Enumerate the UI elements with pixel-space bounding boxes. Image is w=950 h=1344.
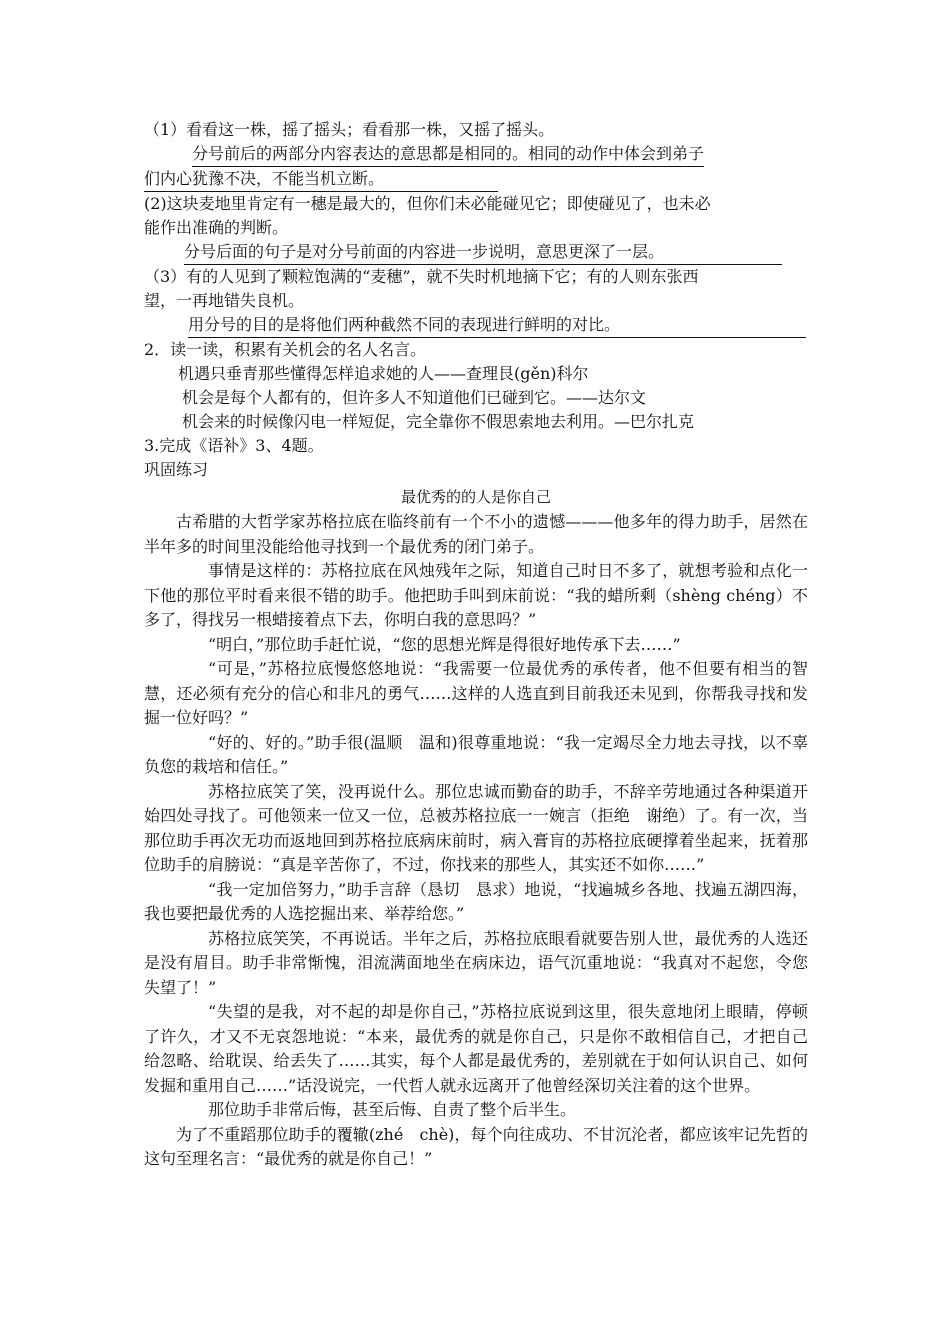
article-paragraph-3: “明白，”那位助手赶忙说，“您的思想光辉是得很好地传承下去……” xyxy=(208,634,681,654)
article-paragraph-2: 事情是这样的：苏格拉底在风烛残年之际，知道自己时日不多了，就想考验和点化一下他的那位平时看来很不错的助手。他把助手叫到床前说：“我的蜡所剩（shèng chéng）不多了，得找另一根蜡接着点下去，你明白我的意思吗？” xyxy=(144,561,808,629)
article-paragraph-5: “好的、好的。”助手很(温顺 温和)很尊重地说：“我一定竭尽全力地去寻找，以不辜负您的栽培和信任。” xyxy=(144,732,808,776)
practice-heading: 巩固练习 xyxy=(144,460,209,479)
quote-3: 机会来的时候像闪电一样短促，完全靠你不假思索地去利用。—巴尔扎克 xyxy=(182,412,695,431)
article-paragraph-4: “可是，”苏格拉底慢悠悠地说：“我需要一位最优秀的承传者，他不但要有相当的智慧，还必须有充分的信心和非凡的勇气……这样的人选直到目前我还未见到，你帮我寻找和发掘一位好吗？” xyxy=(144,659,808,727)
article-title: 最优秀的的人是你自己 xyxy=(400,488,551,506)
answer-3: 用分号的目的是将他们两种截然不同的表现进行鲜明的对比。 xyxy=(144,313,808,338)
article-paragraph-9: “失望的是我，对不起的却是你自己，”苏格拉底说到这里，很失意地闭上眼睛，停顿了许久，才又不无哀怨地说：“本来，最优秀的就是你自己，只是你不敢相信自己，才把自己给忽略、给耽误、给丢失了……其实，每个人都是最优秀的，差别就在于如何认识自己、如何发掘和重用自己……”话没说完，一代哲人就永远离开了他曾经深切关注着的这个世界。 xyxy=(144,1002,808,1095)
question-3-line2: 望，一再地错失良机。 xyxy=(144,291,305,310)
question-2-line2: 能作出准确的判断。 xyxy=(144,218,289,237)
article-paragraph-11: 为了不重蹈那位助手的覆辙(zhé chè)，每个向往成功、不甘沉沦者，都应该牢记先哲的这句至理名言：“最优秀的就是你自己！” xyxy=(144,1124,808,1168)
answer-1-line1: 分号前后的两部分内容表达的意思都是相同的。相同的动作中体会到弟子 xyxy=(144,142,808,167)
answer-2: 分号后面的句子是对分号前面的内容进一步说明，意思更深了一层。 xyxy=(144,240,808,265)
question-1: （1）看看这一株，摇了摇头；看看那一株，又摇了摇头。 xyxy=(144,120,555,139)
article-paragraph-1: 古希腊的大哲学家苏格拉底在临终前有一个不小的遗憾———他多年的得力助手，居然在半年多的时间里没能给他寻找到一个最优秀的闭门弟子。 xyxy=(144,512,808,556)
document-page xyxy=(144,118,808,1172)
answer-1-line2: 们内心犹豫不决，不能当机立断。 xyxy=(144,167,808,192)
section-3-task: 3.完成《语补》3、4题。 xyxy=(144,436,324,455)
quote-1: 机遇只垂青那些懂得怎样追求她的人——查理艮(gěn)科尔 xyxy=(178,364,589,383)
article-paragraph-10: 那位助手非常后悔，甚至后悔、自责了整个后半生。 xyxy=(208,1100,577,1119)
question-2-line1: (2)这块麦地里肯定有一穗是最大的，但你们未必能碰见它；即使碰见了，也未必 xyxy=(144,194,711,213)
question-3-line1: （3）有的人见到了颗粒饱满的“麦穗”，就不失时机地摘下它；有的人则东张西 xyxy=(144,267,699,286)
article-paragraph-6: 苏格拉底笑了笑，没再说什么。那位忠诚而勤奋的助手，不辞辛劳地通过各种渠道开始四处寻找了。可他领来一位又一位，总被苏格拉底一一婉言（拒绝 谢绝）了。有一次，当那位助手再次无功而返地回到苏格拉底病床前时，病入膏肓的苏格拉底硬撑着坐起来，抚着那位助手的肩膀说：“真是辛苦你了，不过，你找来的那些人，其实还不如你……” xyxy=(144,781,808,874)
article-paragraph-7: “我一定加倍努力，”助手言辞（恳切 恳求）地说，“找遍城乡各地、找遍五湖四海，我也要把最优秀的人选挖掘出来、举荐给您。” xyxy=(144,879,808,923)
quote-2: 机会是每个人都有的，但许多人不知道他们已碰到它。——达尔文 xyxy=(182,388,647,407)
section-2-heading: 2．读一读，积累有关机会的名人名言。 xyxy=(144,340,427,359)
article-paragraph-8: 苏格拉底笑笑，不再说话。半年之后，苏格拉底眼看就要告别人世，最优秀的人选还是没有眉目。助手非常惭愧，泪流满面地坐在病床边，语气沉重地说：“我真对不起您，令您失望了！” xyxy=(144,928,808,997)
